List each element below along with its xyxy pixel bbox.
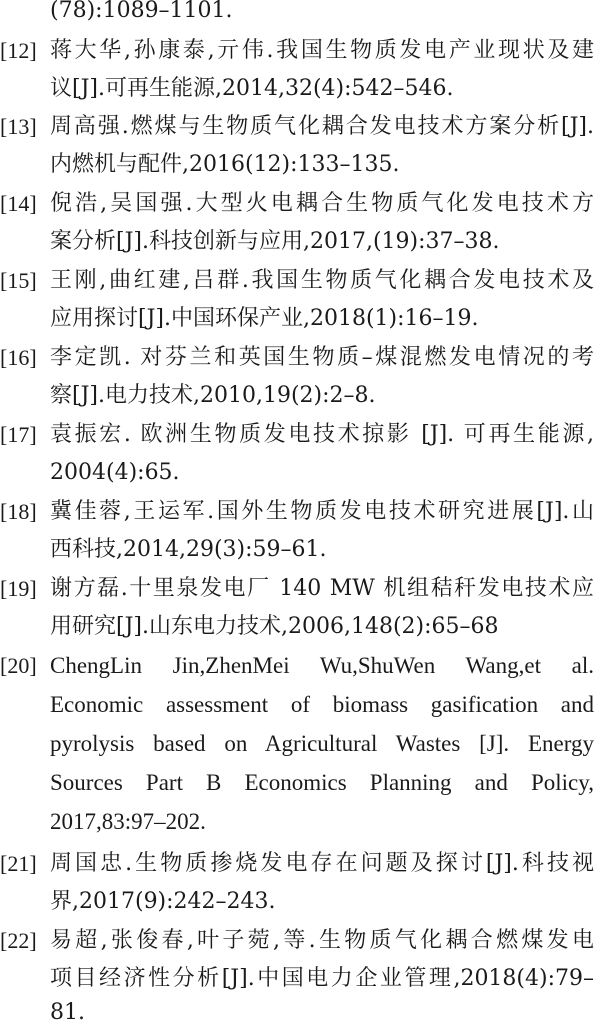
reference-18-line-2 xyxy=(0,531,600,569)
reference-line: 周国忠.生物质掺烧发电存在问题及探讨[J].科技视 xyxy=(50,851,594,876)
reference-13-line-2 xyxy=(0,146,600,184)
reference-12 xyxy=(0,32,600,70)
reference-line: 内燃机与配件,2016(12):133–135. xyxy=(50,152,400,177)
reference-number: [20] xyxy=(0,653,37,678)
reference-16 xyxy=(0,339,600,377)
reference-14-line-2 xyxy=(0,223,600,261)
reference-number: [17] xyxy=(0,422,37,447)
reference-line: 81. xyxy=(50,1000,85,1025)
reference-20-line-3 xyxy=(0,725,600,763)
reference-22-line-2 xyxy=(0,960,600,998)
reference-20 xyxy=(0,647,600,685)
reference-20-line-4 xyxy=(0,764,600,802)
reference-line: 用研究[J].山东电力技术,2006,148(2):65–68 xyxy=(50,614,499,639)
reference-19-line-2 xyxy=(0,608,600,646)
reference-line: 2017,83:97–202. xyxy=(50,809,206,834)
reference-line: 察[J].电力技术,2010,19(2):2–8. xyxy=(50,383,376,408)
reference-line: (78):1089–1101. xyxy=(50,0,233,23)
reference-12-line-2 xyxy=(0,70,600,108)
reference-line: Economic assessment of biomass gasification and xyxy=(50,692,594,717)
reference-18 xyxy=(0,493,600,531)
reference-line: 议[J].可再生能源,2014,32(4):542–546. xyxy=(50,76,454,101)
reference-line: 王刚,曲红建,吕群.我国生物质气化耦合发电技术及 xyxy=(50,268,594,293)
reference-16-line-2 xyxy=(0,377,600,415)
reference-13 xyxy=(0,108,600,146)
reference-number: [16] xyxy=(0,345,37,370)
reference-15-line-2 xyxy=(0,300,600,338)
reference-21 xyxy=(0,845,600,883)
reference-line: 谢方磊.十里泉发电厂 140 MW 机组秸秆发电技术应 xyxy=(50,576,594,601)
reference-20-line-5 xyxy=(0,803,600,841)
reference-line: 倪浩,吴国强.大型火电耦合生物质气化发电技术方 xyxy=(50,191,594,216)
reference-line: 界,2017(9):242–243. xyxy=(50,889,276,914)
reference-line: 2004(4):65. xyxy=(50,460,180,485)
reference-line: 袁振宏. 欧洲生物质发电技术掠影 [J]. 可再生能源, xyxy=(50,422,594,447)
reference-17-line-2 xyxy=(0,454,600,492)
reference-line: 冀佳蓉,王运军.国外生物质发电技术研究进展[J].山 xyxy=(50,499,594,524)
reference-14 xyxy=(0,185,600,223)
reference-number: [12] xyxy=(0,38,37,63)
reference-15 xyxy=(0,262,600,300)
reference-line: 周高强.燃煤与生物质气化耦合发电技术方案分析[J]. xyxy=(50,114,594,139)
reference-22 xyxy=(0,922,600,960)
reference-line: 易超,张俊春,叶子菀,等.生物质气化耦合燃煤发电 xyxy=(50,928,594,953)
reference-prev-continuation xyxy=(0,0,600,30)
reference-number: [14] xyxy=(0,191,37,216)
reference-line: 李定凯. 对芬兰和英国生物质–煤混燃发电情况的考 xyxy=(50,345,594,370)
reference-number: [13] xyxy=(0,114,37,139)
reference-line: ChengLin Jin,ZhenMei Wu,ShuWen Wang,et al. xyxy=(50,653,594,678)
reference-line: 应用探讨[J].中国环保产业,2018(1):16–19. xyxy=(50,306,479,331)
reference-number: [22] xyxy=(0,928,37,953)
reference-22-line-3 xyxy=(0,994,600,1032)
reference-line: 项目经济性分析[J].中国电力企业管理,2018(4):79– xyxy=(50,966,594,991)
reference-21-line-2 xyxy=(0,883,600,921)
reference-line: Sources Part B Economics Planning and Policy, xyxy=(50,770,594,795)
reference-19 xyxy=(0,570,600,608)
reference-20-line-2 xyxy=(0,686,600,724)
reference-line: 西科技,2014,29(3):59–61. xyxy=(50,537,327,562)
reference-line: 蒋大华,孙康泰,亓伟.我国生物质发电产业现状及建 xyxy=(50,38,594,63)
reference-number: [21] xyxy=(0,851,37,876)
reference-17 xyxy=(0,416,600,454)
reference-line: 案分析[J].科技创新与应用,2017,(19):37–38. xyxy=(50,229,500,254)
reference-number: [19] xyxy=(0,576,37,601)
reference-number: [18] xyxy=(0,499,37,524)
reference-line: pyrolysis based on Agricultural Wastes [J]. Energy xyxy=(50,731,594,756)
reference-number: [15] xyxy=(0,268,37,293)
